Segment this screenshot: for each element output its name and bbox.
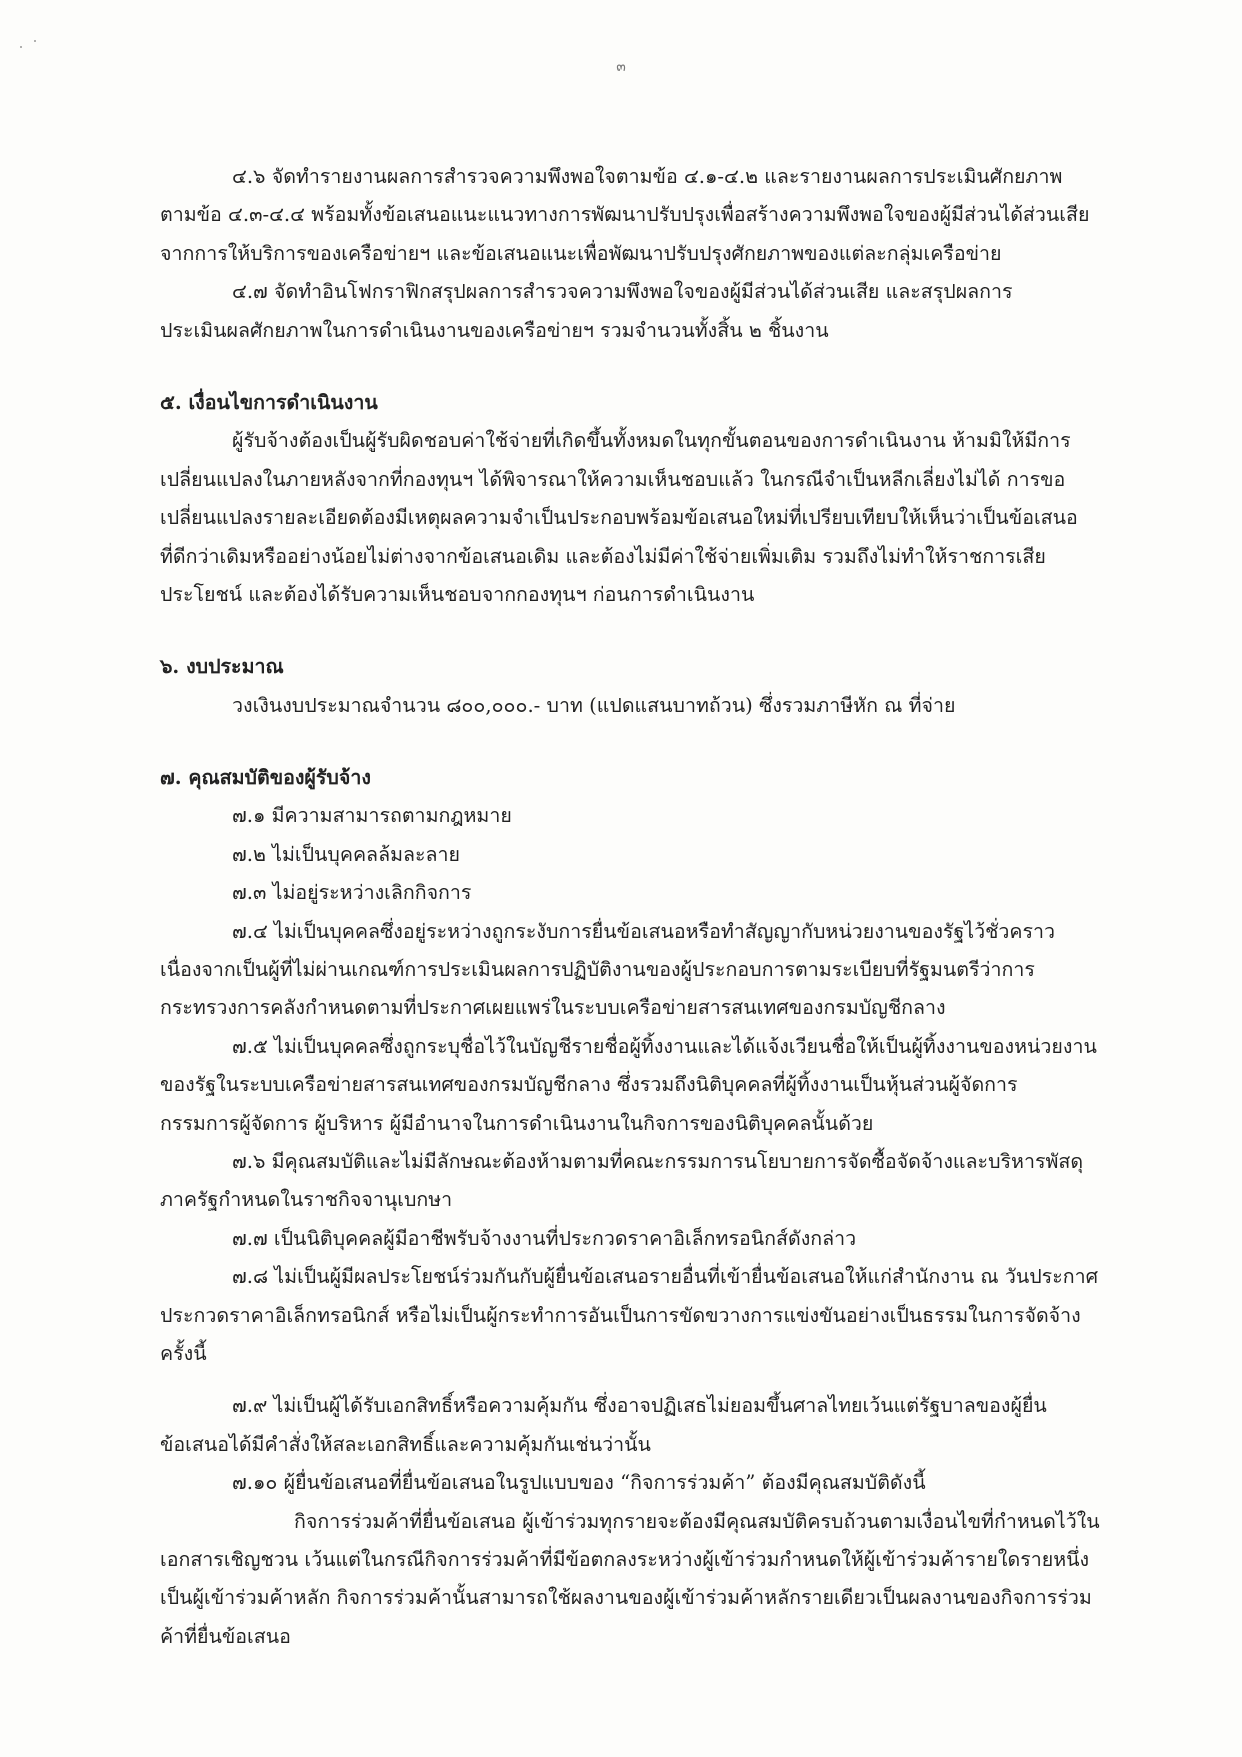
paragraph-line: ของรัฐในระบบเครือข่ายสารสนเทศของกรมบัญชีกลาง ซึ่งรวมถึงนิติบุคคลที่ผู้ทิ้งงานเป็นหุ้นส่วนผู้จัดการ (160, 1073, 1018, 1097)
list-item: ๗.๒ ไม่เป็นบุคคลล้มละลาย (232, 842, 461, 866)
paragraph-line: กระทรวงการคลังกำหนดตามที่ประกาศเผยแพร่ในระบบเครือข่ายสารสนเทศของกรมบัญชีกลาง (160, 996, 946, 1020)
paragraph-line: กิจการร่วมค้าที่ยื่นข้อเสนอ ผู้เข้าร่วมทุกรายจะต้องมีคุณสมบัติครบถ้วนตามเงื่อนไขที่กำหนดไว้ใน (294, 1509, 1100, 1533)
paragraph-line: เปลี่ยนแปลงรายละเอียดต้องมีเหตุผลความจำเป็นประกอบพร้อมข้อเสนอใหม่ที่เปรียบเทียบให้เห็นว่าเป็นข้อเสนอ (160, 506, 1078, 530)
paragraph-line: ประโยชน์ และต้องได้รับความเห็นชอบจากกองทุนฯ ก่อนการดำเนินงาน (160, 582, 755, 606)
list-item: ๗.๗ เป็นนิติบุคคลผู้มีอาชีพรับจ้างงานที่ประกวดราคาอิเล็กทรอนิกส์ดังกล่าว (232, 1226, 857, 1250)
list-item: ๗.๙ ไม่เป็นผู้ได้รับเอกสิทธิ์หรือความคุ้มกัน ซึ่งอาจปฏิเสธไม่ยอมขึ้นศาลไทยเว้นแต่รัฐบาลของผู้ยื่น (232, 1394, 1047, 1418)
paragraph-line: ค้าที่ยื่นข้อเสนอ (160, 1624, 291, 1648)
paragraph-line: ข้อเสนอได้มีคำสั่งให้สละเอกสิทธิ์และความคุ้มกันเช่นว่านั้น (160, 1432, 651, 1456)
scan-speck (34, 40, 36, 42)
list-item: ๗.๖ มีคุณสมบัติและไม่มีลักษณะต้องห้ามตามที่คณะกรรมการนโยบายการจัดซื้อจัดจ้างและบริหารพัสดุ (232, 1149, 1084, 1173)
paragraph-line: ประเมินผลศักยภาพในการดำเนินงานของเครือข่ายฯ รวมจำนวนทั้งสิ้น ๒ ชิ้นงาน (160, 318, 829, 342)
list-item: ๗.๑ มีความสามารถตามกฎหมาย (232, 804, 512, 828)
paragraph-line: ภาครัฐกำหนดในราชกิจจานุเบกษา (160, 1188, 453, 1212)
list-item: ๗.๓ ไม่อยู่ระหว่างเลิกกิจการ (232, 881, 472, 905)
section-heading: ๗. คุณสมบัติของผู้รับจ้าง (160, 766, 371, 790)
document-body (160, 158, 1140, 1656)
paragraph-line: เอกสารเชิญชวน เว้นแต่ในกรณีกิจการร่วมค้าที่มีข้อตกลงระหว่างผู้เข้าร่วมกำหนดให้ผู้เข้าร่วมค้ารายใดรายหนึ่ง (160, 1547, 1090, 1571)
list-item: ๗.๘ ไม่เป็นผู้มีผลประโยชน์ร่วมกันกับผู้ยื่นข้อเสนอรายอื่นที่เข้ายื่นข้อเสนอให้แก่สำนักงาน ณ วันประกาศ (232, 1265, 1099, 1289)
paragraph-line: ประกวดราคาอิเล็กทรอนิกส์ หรือไม่เป็นผู้กระทำการอันเป็นการขัดขวางการแข่งขันอย่างเป็นธรรมในการจัดจ้าง (160, 1303, 1081, 1327)
page-number: ๓ (616, 59, 626, 75)
list-item: ๗.๔ ไม่เป็นบุคคลซึ่งอยู่ระหว่างถูกระงับการยื่นข้อเสนอหรือทำสัญญากับหน่วยงานของรัฐไว้ชั่วคราว (232, 919, 1056, 943)
paragraph-line: ๔.๗ จัดทำอินโฟกราฟิกสรุปผลการสำรวจความพึงพอใจของผู้มีส่วนได้ส่วนเสีย และสรุปผลการ (232, 280, 1013, 304)
list-item: ๗.๑๐ ผู้ยื่นข้อเสนอที่ยื่นข้อเสนอในรูปแบบของ “กิจการร่วมค้า” ต้องมีคุณสมบัติดังนี้ (232, 1471, 926, 1495)
paragraph-line: ที่ดีกว่าเดิมหรืออย่างน้อยไม่ต่างจากข้อเสนอเดิม และต้องไม่มีค่าใช้จ่ายเพิ่มเติม รวมถึงไม่ทำให้ราชการเสีย (160, 544, 1046, 568)
paragraph-line: เนื่องจากเป็นผู้ที่ไม่ผ่านเกณฑ์การประเมินผลการปฏิบัติงานของผู้ประกอบการตามระเบียบที่รัฐมนตรีว่าการ (160, 958, 1035, 982)
paragraph-line: ตามข้อ ๔.๓-๔.๔ พร้อมทั้งข้อเสนอแนะแนวทางการพัฒนาปรับปรุงเพื่อสร้างความพึงพอใจของผู้มีส่วนได้ส่วนเสีย (160, 203, 1090, 227)
paragraph-line: เป็นผู้เข้าร่วมค้าหลัก กิจการร่วมค้านั้นสามารถใช้ผลงานของผู้เข้าร่วมค้าหลักรายเดียวเป็นผลงานของกิจการร่วม (160, 1586, 1092, 1610)
paragraph-line: ผู้รับจ้างต้องเป็นผู้รับผิดชอบค่าใช้จ่ายที่เกิดขึ้นทั้งหมดในทุกขั้นตอนของการดำเนินงาน ห้ามมิให้มีการ (232, 429, 1071, 453)
paragraph-line: ครั้งนี้ (160, 1341, 207, 1365)
paragraph-line: ๔.๖ จัดทำรายงานผลการสำรวจความพึงพอใจตามข้อ ๔.๑-๔.๒ และรายงานผลการประเมินศักยภาพ (232, 165, 1063, 188)
list-item: ๗.๕ ไม่เป็นบุคคลซึ่งถูกระบุชื่อไว้ในบัญชีรายชื่อผู้ทิ้งงานและได้แจ้งเวียนชื่อให้เป็นผู้ทิ้งงานของหน่วยงาน (232, 1034, 1097, 1058)
paragraph-line: วงเงินงบประมาณจำนวน ๘๐๐,๐๐๐.- บาท (แปดแสนบาทถ้วน) ซึ่งรวมภาษีหัก ณ ที่จ่าย (232, 693, 956, 717)
section-heading: ๖. งบประมาณ (160, 655, 284, 679)
paragraph-line: เปลี่ยนแปลงในภายหลังจากที่กองทุนฯ ได้พิจารณาให้ความเห็นชอบแล้ว ในกรณีจำเป็นหลีกเลี่ยงไม่ได้ การขอ (160, 467, 1066, 491)
paragraph-line: กรรมการผู้จัดการ ผู้บริหาร ผู้มีอำนาจในการดำเนินงานในกิจการของนิติบุคคลนั้นด้วย (160, 1111, 874, 1135)
paragraph-line: จากการให้บริการของเครือข่ายฯ และข้อเสนอแนะเพื่อพัฒนาปรับปรุงศักยภาพของแต่ละกลุ่มเครือข่าย (160, 241, 1002, 265)
scan-speck (20, 46, 22, 48)
section-heading: ๕. เงื่อนไขการดำเนินงาน (160, 390, 378, 414)
